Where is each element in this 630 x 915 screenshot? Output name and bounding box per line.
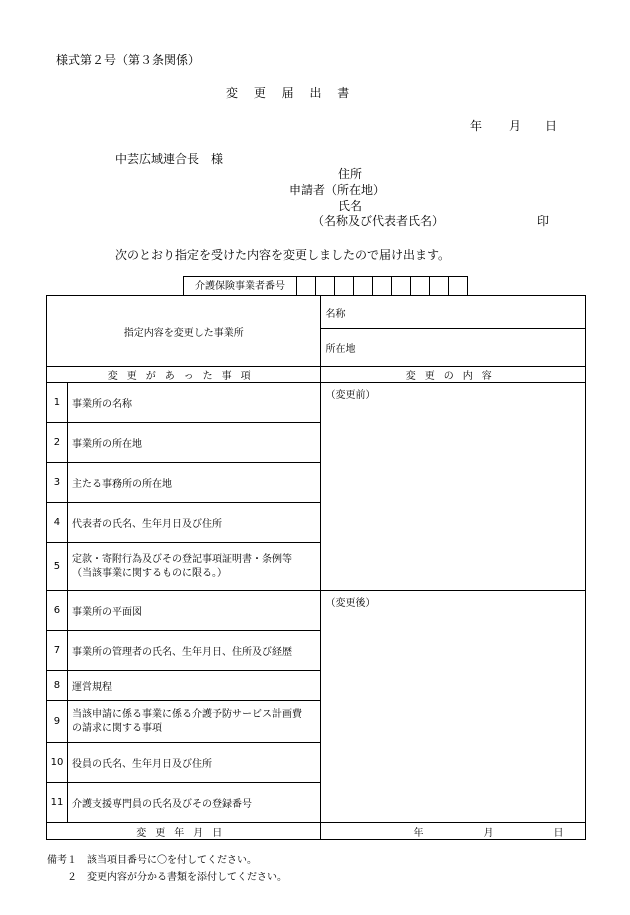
note-2: ２ 変更内容が分かる書類を添付してください。 (47, 872, 287, 883)
statement: 次のとおり指定を受けた内容を変更しましたので届け出ます。 (115, 248, 451, 262)
before-label: （変更前） (325, 390, 376, 401)
after-content-field[interactable] (321, 591, 586, 823)
item-number: 9 (47, 701, 68, 743)
change-date-label: 変更年月日 (136, 827, 232, 839)
header-items: 変更があった事項 (107, 371, 260, 382)
applicant-name-note: （名称及び代表者氏名） (312, 214, 445, 228)
after-label: （変更後） (325, 598, 376, 609)
item-number: 8 (47, 671, 68, 701)
document-title: 変 更 届 出 書 (226, 86, 356, 100)
item-text: 主たる事務所の所在地 (67, 463, 321, 503)
item-text (67, 543, 321, 591)
insurer-number-label: 介護保険事業者番号 (184, 277, 297, 296)
facility-label: 指定内容を変更した事業所 (47, 296, 321, 367)
header-content: 変更の内容 (405, 371, 501, 382)
item-text-line1: 定款・寄附行為及びその登記事項証明書・条例等 (71, 553, 292, 565)
number-cell[interactable] (316, 277, 335, 296)
item-text: 事業所の名称 (67, 383, 321, 423)
item-text: 事業所の平面図 (67, 591, 321, 631)
note-1: 備考１ 該当項目番号に〇を付してください。 (47, 855, 257, 866)
item-text: 事業所の所在地 (67, 423, 321, 463)
date-month: 月 (509, 119, 522, 133)
change-date-month: 月 (483, 828, 494, 839)
number-cell[interactable] (297, 277, 316, 296)
number-cell[interactable] (449, 277, 467, 296)
number-cell[interactable] (335, 277, 354, 296)
item-text: 事業所の管理者の氏名、生年月日、住所及び経歴 (67, 631, 321, 671)
item-number: 3 (47, 463, 68, 503)
change-date-day: 日 (553, 828, 564, 839)
item-text (67, 701, 321, 743)
number-cell[interactable] (430, 277, 449, 296)
item-text: 役員の氏名、生年月日及び住所 (67, 743, 321, 783)
change-date-year: 年 (413, 828, 424, 839)
item-text: 代表者の氏名、生年月日及び住所 (67, 503, 321, 543)
item-number: 1 (47, 383, 68, 423)
item-number: 7 (47, 631, 68, 671)
item-number: 11 (47, 783, 68, 823)
addressee: 中芸広域連合長 様 (115, 152, 224, 166)
form-number: 様式第２号（第３条関係） (56, 53, 201, 67)
item-number: 6 (47, 591, 68, 631)
facility-name-field[interactable]: 名称 (321, 296, 586, 329)
change-table (46, 295, 586, 840)
number-cell[interactable] (411, 277, 430, 296)
number-cell[interactable] (392, 277, 411, 296)
item-text: 介護支援専門員の氏名及びその登録番号 (67, 783, 321, 823)
item-number: 2 (47, 423, 68, 463)
item-text: 運営規程 (67, 671, 321, 701)
number-cell[interactable] (373, 277, 392, 296)
item-number: 4 (47, 503, 68, 543)
applicant-name-label: 氏名 (338, 199, 363, 213)
insurer-number-box (183, 276, 468, 296)
item-text-line1: 当該申請に係る事業に係る介護予防サービス計画費 (71, 708, 302, 720)
item-number: 10 (47, 743, 68, 783)
seal-mark: 印 (537, 214, 550, 228)
item-text-line2: の請求に関する事項 (71, 722, 162, 734)
item-number: 5 (47, 543, 68, 591)
applicant-role-label: 申請者（所在地） (289, 183, 386, 197)
item-text-line2: （当該事業に関するものに限る。） (71, 567, 227, 579)
number-cell[interactable] (354, 277, 373, 296)
before-content-field[interactable] (321, 383, 586, 591)
date-year: 年 (470, 119, 483, 133)
facility-location-field[interactable]: 所在地 (321, 329, 586, 367)
date-day: 日 (545, 119, 558, 133)
applicant-address-label: 住所 (338, 167, 363, 181)
change-date-field[interactable] (321, 823, 586, 840)
